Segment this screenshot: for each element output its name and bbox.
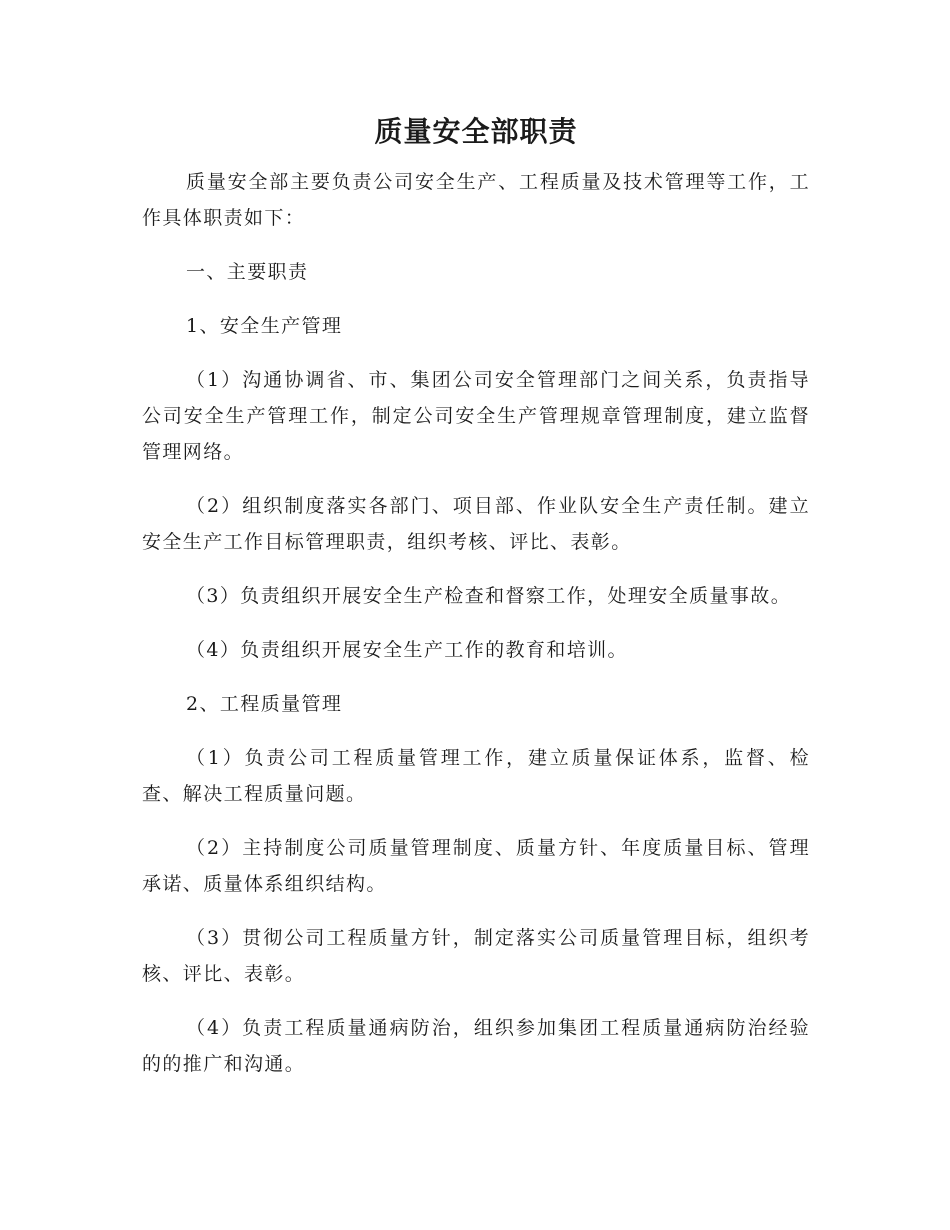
quality-item-3: （3）贯彻公司工程质量方针，制定落实公司质量管理目标，组织考核、评比、表彰。 bbox=[142, 927, 810, 985]
safety-item-4: （4）负责组织开展安全生产工作的教育和培训。 bbox=[186, 639, 628, 661]
quality-item-4: （4）负责工程质量通病防治，组织参加集团工程质量通病防治经验的的推广和沟通。 bbox=[142, 1017, 810, 1075]
subsection-heading-safety-management: 1、安全生产管理 bbox=[186, 315, 343, 337]
section-heading-main-duties: 一、主要职责 bbox=[186, 261, 309, 283]
safety-item-2: （2）组织制度落实各部门、项目部、作业队安全生产责任制。建立安全生产工作目标管理职责，组织考核、评比、表彰。 bbox=[142, 495, 810, 553]
quality-item-2: （2）主持制度公司质量管理制度、质量方针、年度质量目标、管理承诺、质量体系组织结构。 bbox=[142, 837, 810, 895]
document-title: 质量安全部职责 bbox=[374, 115, 578, 148]
safety-item-3: （3）负责组织开展安全生产检查和督察工作，处理安全质量事故。 bbox=[186, 585, 792, 607]
safety-item-1: （1）沟通协调省、市、集团公司安全管理部门之间关系，负责指导公司安全生产管理工作，制定公司安全生产管理规章管理制度，建立监督管理网络。 bbox=[142, 369, 810, 463]
document-page bbox=[142, 0, 810, 1082]
subsection-heading-quality-management: 2、工程质量管理 bbox=[186, 693, 343, 715]
intro-paragraph: 质量安全部主要负责公司安全生产、工程质量及技术管理等工作，工作具体职责如下： bbox=[142, 171, 810, 229]
quality-item-1: （1）负责公司工程质量管理工作，建立质量保证体系，监督、检查、解决工程质量问题。 bbox=[142, 747, 810, 805]
